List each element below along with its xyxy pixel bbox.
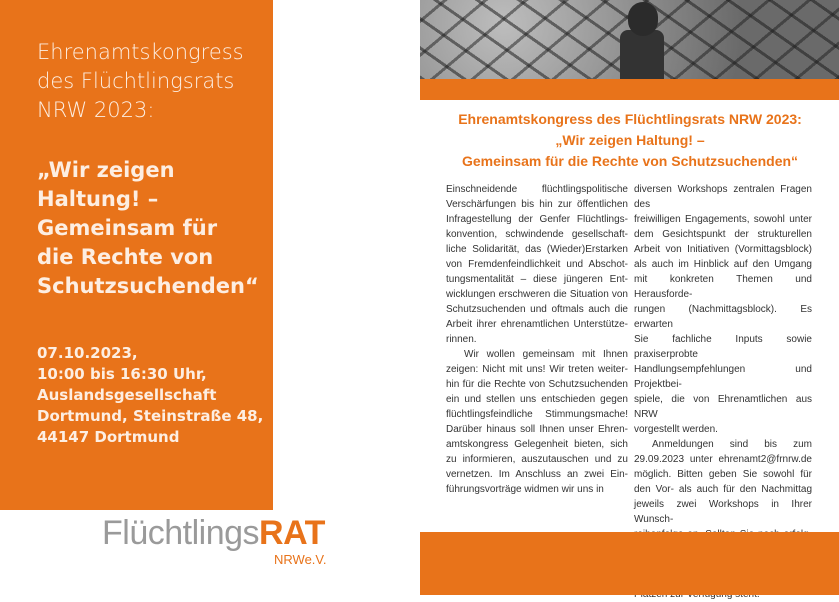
body-text-line: flüchtlingsfeindliche Stimmungsmache! bbox=[446, 409, 628, 420]
body-column-1 bbox=[446, 182, 628, 497]
cover-motto-line: Schutzsuchenden“ bbox=[37, 274, 259, 298]
body-text-line: zu informieren, auszutauschen und zu bbox=[446, 454, 628, 465]
event-venue: Auslandsgesellschaft bbox=[37, 386, 217, 404]
photo-accent-strip bbox=[420, 79, 839, 100]
cover-title-line: Ehrenamtskongress bbox=[37, 40, 244, 64]
logo-subtext: NRWe.V. bbox=[274, 552, 327, 567]
body-text-line: Darüber hinaus soll Ihnen unser Ehren- bbox=[446, 424, 628, 435]
cover-title bbox=[37, 38, 267, 125]
cover-title-line: des Flüchtlingsrats bbox=[37, 69, 235, 93]
logo-light-text: Flüchtlings bbox=[102, 514, 260, 552]
body-text-line: Handlungsempfehlungen und Projektbei- bbox=[634, 364, 812, 390]
body-text-line: Wir wollen gemeinsam mit Ihnen bbox=[464, 349, 628, 360]
body-text-line: hin für die Rechte von Schutzsuchenden bbox=[446, 379, 628, 390]
body-text-line: rinnen. bbox=[446, 334, 477, 345]
body-text-line: konvention, schwindende gesellschaft- bbox=[446, 229, 628, 240]
cover-motto-line: Haltung! – bbox=[37, 187, 159, 211]
body-text-line: wicklungen erschweren die Situation von bbox=[446, 289, 628, 300]
body-text-line: Infragestellung der Genfer Flüchtlings- bbox=[446, 214, 628, 225]
photo-figure-body bbox=[620, 30, 664, 79]
body-text-line: Anmeldungen sind bis zum bbox=[652, 439, 812, 450]
body-text-line: vernetzen. Im Anschluss an zwei Ein- bbox=[446, 469, 628, 480]
body-text-line: den Vor- als auch für den Nachmittag bbox=[634, 484, 812, 495]
event-city: 44147 Dortmund bbox=[37, 428, 180, 446]
body-text-line: rungen (Nachmittagsblock). Es erwarten bbox=[634, 304, 812, 330]
cover-motto-line: die Rechte von bbox=[37, 245, 214, 269]
cover-motto bbox=[37, 156, 267, 301]
document-title-line: „Wir zeigen Haltung! – bbox=[555, 132, 705, 148]
event-address: Dortmund, Steinstraße 48, bbox=[37, 407, 264, 425]
body-text-line: vorgestellt werden. bbox=[634, 424, 718, 435]
body-text-line: amtskongress Gelegenheit bieten, sich bbox=[446, 439, 628, 450]
body-text-line: spiele, die von Ehrenamtlichen aus NRW bbox=[634, 394, 812, 420]
body-text-line: dem Gesichtspunkt der strukturellen bbox=[634, 229, 812, 240]
body-text-line: Arbeit von Initiativen (Vormittagsblock) bbox=[634, 244, 812, 255]
body-text-line: Sie fachliche Inputs sowie praxiserprobte bbox=[634, 334, 812, 360]
bottom-accent-band bbox=[420, 532, 839, 595]
photo-figure-head bbox=[628, 2, 658, 36]
body-text-line: mit konkreten Themen und Herausforde- bbox=[634, 274, 812, 300]
event-details bbox=[37, 343, 272, 448]
body-text-line: liche Solidarität, das (Wieder)Erstarken bbox=[446, 244, 628, 255]
body-text-line: Schutzsuchenden und oftmals auch die bbox=[446, 304, 628, 315]
body-text-line: 29.09.2023 unter ehrenamt2@frnrw.de bbox=[634, 454, 812, 465]
body-text-line: als auch im Hinblick auf den Umgang bbox=[634, 259, 812, 270]
body-text-line: diversen Workshops zentralen Fragen des bbox=[634, 184, 812, 210]
body-text-line: führungsvorträge widmen wir uns in bbox=[446, 484, 604, 495]
cover-title-line: NRW 2023: bbox=[37, 98, 155, 122]
header-photo bbox=[420, 0, 839, 79]
body-text-line: ein und stellen uns entschieden gegen bbox=[446, 394, 628, 405]
body-text-line: Arbeit ihrer ehrenamtlichen Unterstütze- bbox=[446, 319, 628, 330]
event-time: 10:00 bis 16:30 Uhr, bbox=[37, 365, 207, 383]
logo-wordmark bbox=[102, 514, 325, 552]
logo-bold-text: RAT bbox=[259, 514, 325, 552]
body-text-line: Einschneidende flüchtlingspolitische bbox=[446, 184, 628, 195]
cover-motto-line: Gemeinsam für bbox=[37, 216, 218, 240]
cover-motto-line: „Wir zeigen bbox=[37, 158, 175, 182]
event-date: 07.10.2023, bbox=[37, 344, 138, 362]
fluechtlingsrat-logo bbox=[102, 514, 327, 567]
body-text-line: von Fremdenfeindlichkeit und Abschot- bbox=[446, 259, 628, 270]
body-text-line: zeigen: Nicht mit uns! Wir treten weiter- bbox=[446, 364, 628, 375]
document-title-line: Gemeinsam für die Rechte von Schutzsuchenden“ bbox=[461, 153, 799, 169]
body-text-line: möglich. Bitten geben Sie sowohl für bbox=[634, 469, 812, 480]
body-text-line: jeweils zwei Workshops in Ihrer Wunsch- bbox=[634, 499, 812, 525]
document-title-line: Ehrenamtskongress des Flüchtlingsrats NRW 2023: bbox=[458, 111, 802, 127]
body-text-line: Verschärfungen bis hin zur öffentlichen bbox=[446, 199, 628, 210]
body-text-line: freiwilligen Engagements, sowohl unter bbox=[634, 214, 812, 225]
body-text-line: tungsmentalität – diese jüngeren Ent- bbox=[446, 274, 628, 285]
left-cover-panel bbox=[0, 0, 273, 510]
document-title bbox=[440, 109, 820, 172]
